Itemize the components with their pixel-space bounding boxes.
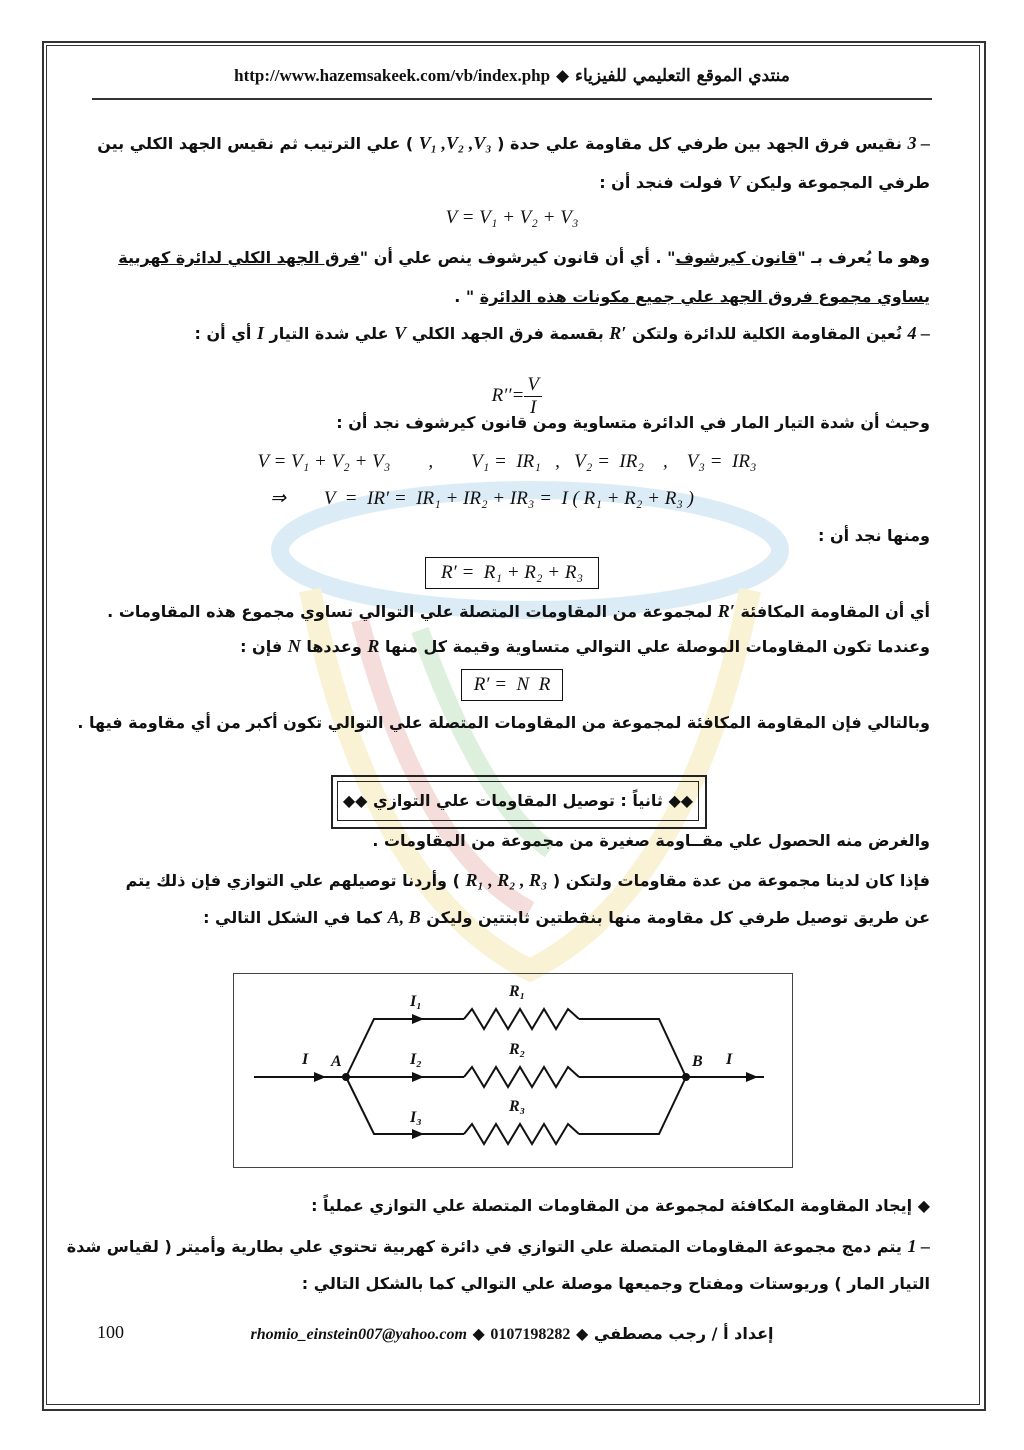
text: أي أن : [194, 324, 252, 343]
math-inline: V [728, 172, 741, 192]
label-i1: I₁ [410, 993, 422, 1010]
parallel-circuit-figure [233, 973, 793, 1168]
math-inline: N [287, 636, 301, 656]
label-node-a: A [331, 1053, 342, 1070]
math-inline: R [367, 636, 380, 656]
text: بقسمة فرق الجهد الكلي [411, 324, 604, 343]
label-i3: I₃ [410, 1109, 422, 1126]
label-r1: R₁ [509, 983, 526, 1000]
footer-phone: 0107198282 [490, 1326, 571, 1343]
paragraph-14-line2: التيار المار ) وريوستات ومفتاح وجميعها موصلة علي التوالي كما بالشكل التالي : [301, 1274, 930, 1293]
header-bullet: ◆ [556, 66, 570, 86]
text: " . أي أن قانون كيرشوف ينص علي أن " [359, 248, 676, 267]
page-header [0, 66, 1024, 86]
paragraph-8 [94, 636, 930, 657]
text: فولت فنجد أن : [599, 173, 723, 192]
item-number: 1 – [907, 1236, 930, 1256]
page-footer [0, 1324, 1024, 1344]
text: وعددها [306, 637, 362, 656]
equation-resistance-fraction [0, 352, 1024, 419]
text: عن طريق توصيل طرفي كل مقاومة منها بنقطتين ثابتتين وليكن [426, 908, 930, 927]
equation-derivation: ⇒ V = IR′ = IR₁ + IR₂ + IR₃ = I ( R₁ + R₂ + R₃ ) [269, 488, 694, 509]
math-inline: A, B [387, 907, 421, 927]
math-inline: V [394, 323, 407, 343]
text: ) وأردنا توصيلهم علي التوازي فإن ذلك يتم [125, 871, 460, 890]
paragraph-14-line1 [66, 1236, 930, 1257]
equation-voltage-sum: V = V₁ + V₂ + V₃ [445, 207, 579, 228]
text-underlined: يساوي مجموع فروق الجهد علي جميع مكونات هذه الدائرة [479, 287, 930, 306]
text: نُعين المقاومة الكلية للدائرة ولتكن [631, 324, 902, 343]
paragraph-6: ومنها نجد أن : [818, 526, 930, 545]
math-inline: R′ [609, 323, 627, 343]
label-i2: I₂ [410, 1051, 422, 1068]
paragraph-7 [94, 601, 930, 622]
label-node-b: B [692, 1053, 703, 1070]
text: كما في الشكل التالي : [203, 908, 383, 927]
math-inline: R′ [717, 601, 735, 621]
section-heading: ◆◆ ثانياً : توصيل المقاومات علي التوازي ◆◆ [337, 781, 699, 821]
text: فإن : [240, 637, 283, 656]
text: فإذا كان لدينا مجموعة من عدة مقاومات ولتكن ( [552, 871, 930, 890]
math-inline: V₁ ,V₂ ,V₃ [418, 133, 492, 153]
text-underlined: قانون كيرشوف [675, 248, 798, 267]
label-current-in: I [302, 1051, 309, 1068]
kirchhoff-line2 [94, 287, 930, 306]
footer-author: إعداد أ / رجب مصطفي [593, 1324, 774, 1343]
equation-ohm-relations: V = V₁ + V₂ + V₃ , V₁ = IR₁ , V₂ = IR₂ , V₃ = IR₃ [257, 451, 757, 472]
header-forum: منتدي الموقع التعليمي للفيزياء [575, 66, 790, 86]
paragraph-11 [94, 870, 930, 891]
circuit-diagram [234, 974, 792, 1167]
footer-bullet: ◆ [575, 1324, 589, 1343]
header-url[interactable]: http://www.hazemsakeek.com/vb/index.php [234, 66, 551, 85]
paragraph-12 [94, 907, 930, 928]
text: نقيس فرق الجهد بين طرفي كل مقاومة علي حدة ( [497, 134, 902, 153]
text: يتم دمج مجموعة المقاومات المتصلة علي التوازي في دائرة كهربية تحتوي علي بطارية وأميتر ( لقياس شدة [66, 1237, 902, 1256]
denominator: I [529, 397, 537, 418]
paragraph-3-line2 [94, 172, 930, 193]
kirchhoff-line1 [94, 248, 930, 267]
text: وهو ما يُعرف بـ " [797, 248, 930, 267]
paragraph-3-line1 [94, 133, 930, 154]
text: أي أن المقاومة المكافئة [740, 602, 930, 621]
label-r3: R₃ [509, 1098, 526, 1115]
text: ) علي الترتيب ثم نقيس الجهد الكلي بين [97, 134, 414, 153]
label-r2: R₂ [509, 1041, 526, 1058]
paragraph-5: وحيث أن شدة التيار المار في الدائرة متساوية ومن قانون كيرشوف نجد أن : [336, 413, 930, 432]
footer-email[interactable]: rhomio_einstein007@yahoo.com [250, 1326, 467, 1343]
page-number: 100 [97, 1322, 124, 1342]
fraction-lhs: R′′= [491, 384, 525, 406]
numerator: V [524, 374, 542, 397]
text-underlined: فرق الجهد الكلي لدائرة كهربية [118, 248, 360, 267]
paragraph-4 [94, 323, 930, 344]
math-inline: I [256, 323, 264, 343]
math-inline: R₁ , R₂ , R₃ [465, 870, 548, 890]
header-divider [92, 98, 932, 100]
text: وعندما تكون المقاومات الموصلة علي التوالي متساوية وقيمة كل منها [384, 637, 930, 656]
paragraph-9: وبالتالي فإن المقاومة المكافئة لمجموعة من المقاومات المتصلة علي التوالي تكون أكبر من أي مقاومة فيها . [77, 713, 930, 732]
item-number: 4 – [907, 323, 930, 343]
item-number: 3 – [907, 133, 930, 153]
boxed-equation-equal: R′ = N R [461, 669, 563, 701]
text: " . [454, 287, 475, 306]
text: علي شدة التيار [269, 324, 389, 343]
paragraph-10: والغرض منه الحصول علي مقــاومة صغيرة من مجموعة من المقاومات . [372, 831, 930, 850]
text: لمجموعة من المقاومات المتصلة علي التوالي تساوي مجموع هذه المقاومات . [107, 602, 713, 621]
text: طرفي المجموعة وليكن [745, 173, 930, 192]
label-current-out: I [726, 1051, 733, 1068]
paragraph-13: ◆ إيجاد المقاومة المكافئة لمجموعة من المقاومات المتصلة علي التوازي عملياً : [311, 1196, 930, 1215]
boxed-equation-series: R′ = R₁ + R₂ + R₃ [425, 557, 599, 589]
footer-bullet: ◆ [472, 1324, 485, 1343]
